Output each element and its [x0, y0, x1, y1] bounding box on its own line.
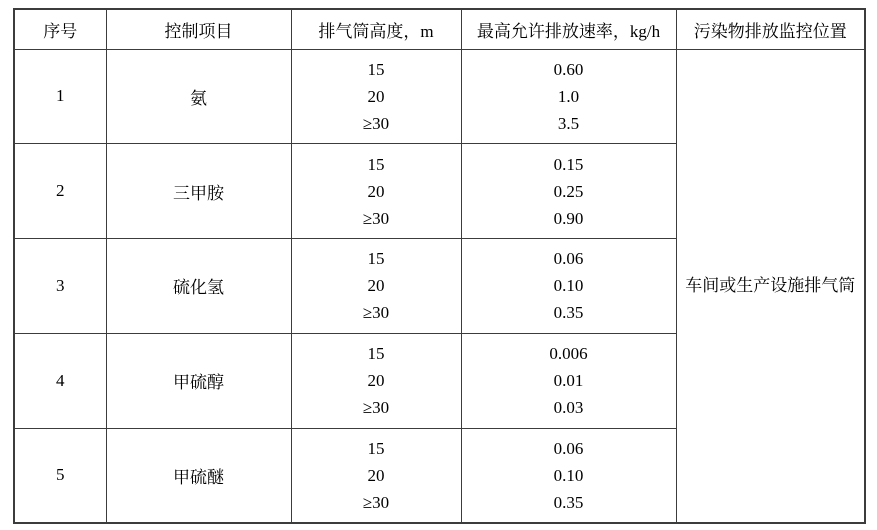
row-control-item: 甲硫醚 [106, 428, 291, 523]
row-serial-number: 4 [14, 333, 106, 428]
emission-rate-value: 3.5 [557, 113, 580, 133]
stack-height-value: 15 [367, 344, 385, 364]
row-serial-number: 3 [14, 239, 106, 334]
header-stack-height: 排气筒高度，m [291, 9, 461, 49]
stack-height-value: ≥30 [362, 398, 390, 418]
row-stack-heights [291, 144, 461, 239]
stack-height-value: 20 [367, 86, 385, 106]
row-serial-number: 5 [14, 428, 106, 523]
emission-rate-value: 0.35 [553, 492, 584, 512]
emission-rate-value: 0.10 [553, 465, 584, 485]
emission-rate-value: 0.25 [553, 181, 584, 201]
emission-rate-value: 1.0 [557, 86, 580, 106]
emission-standard-table-container [13, 8, 866, 524]
emission-rate-value: 0.90 [553, 208, 584, 228]
header-max-emission-rate: 最高允许排放速率，kg/h [461, 9, 676, 49]
emission-rate-value: 0.15 [553, 154, 584, 174]
emission-rate-value: 0.60 [553, 59, 584, 79]
stack-height-value: ≥30 [362, 492, 390, 512]
row-stack-heights [291, 428, 461, 523]
stack-height-value: 20 [367, 276, 385, 296]
stack-height-value: 15 [367, 154, 385, 174]
row-emission-rates [461, 428, 676, 523]
table-row [14, 49, 865, 144]
table-header-row [14, 9, 865, 49]
stack-height-value: ≥30 [362, 113, 390, 133]
stack-height-value: ≥30 [362, 208, 390, 228]
stack-height-value: 20 [367, 371, 385, 391]
row-emission-rates [461, 144, 676, 239]
stack-height-value: 15 [367, 438, 385, 458]
row-serial-number: 1 [14, 49, 106, 144]
emission-rate-value: 0.06 [553, 438, 584, 458]
stack-height-value: ≥30 [362, 303, 390, 323]
emission-rate-value: 0.35 [553, 303, 584, 323]
emission-rate-value: 0.03 [553, 398, 584, 418]
stack-height-value: 15 [367, 249, 385, 269]
emission-rate-value: 0.01 [553, 371, 584, 391]
row-emission-rates [461, 239, 676, 334]
row-control-item: 硫化氢 [106, 239, 291, 334]
emission-rate-value: 0.10 [553, 276, 584, 296]
row-stack-heights [291, 49, 461, 144]
header-monitoring-location: 污染物排放监控位置 [676, 9, 865, 49]
row-stack-heights [291, 239, 461, 334]
row-emission-rates [461, 49, 676, 144]
header-serial-number: 序号 [14, 9, 106, 49]
stack-height-value: 20 [367, 181, 385, 201]
row-control-item: 甲硫醇 [106, 333, 291, 428]
monitoring-location-cell: 车间或生产设施排气筒 [676, 49, 865, 523]
emission-standard-table [13, 8, 866, 524]
header-control-item: 控制项目 [106, 9, 291, 49]
emission-rate-value: 0.006 [549, 344, 588, 364]
row-serial-number: 2 [14, 144, 106, 239]
emission-rate-value: 0.06 [553, 249, 584, 269]
row-stack-heights [291, 333, 461, 428]
row-control-item: 氨 [106, 49, 291, 144]
stack-height-value: 15 [367, 59, 385, 79]
row-emission-rates [461, 333, 676, 428]
row-control-item: 三甲胺 [106, 144, 291, 239]
stack-height-value: 20 [367, 465, 385, 485]
